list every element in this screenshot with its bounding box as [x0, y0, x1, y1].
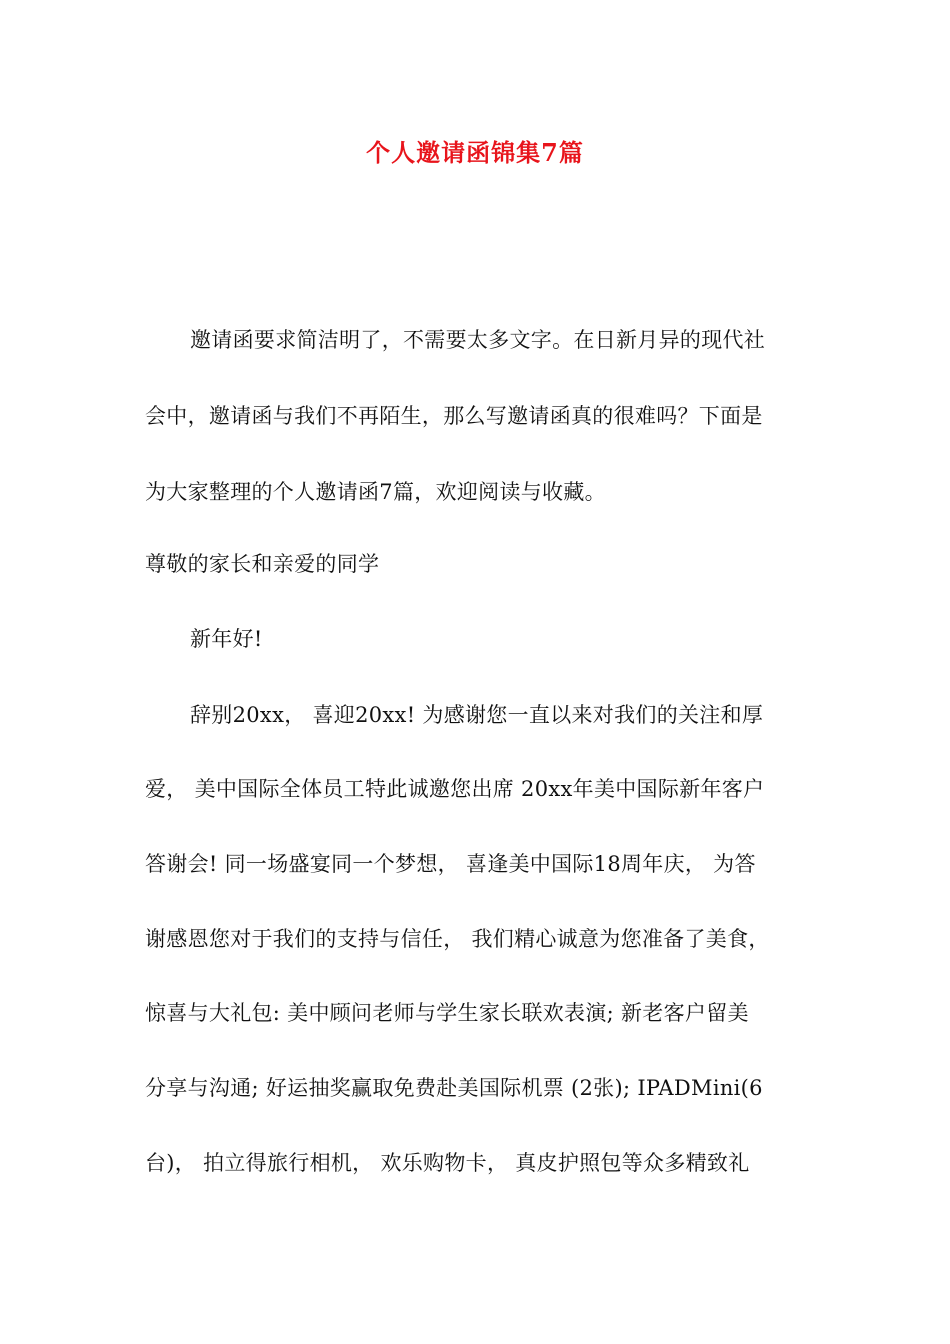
body-line-2: 爱， 美中国际全体员工特此诚邀您出席 20xx年美中国际新年客户	[145, 777, 765, 801]
body-line-5: 惊喜与大礼包: 美中顾问老师与学生家长联欢表演; 新老客户留美	[145, 1001, 749, 1025]
paragraph-line-1: 邀请函要求简洁明了，不需要太多文字。在日新月异的现代社	[190, 328, 766, 352]
body-line-6: 分享与沟通; 好运抽奖赢取免费赴美国际机票 (2张); IPADMini(6	[145, 1076, 763, 1100]
paragraph-line-3: 为大家整理的个人邀请函7篇，欢迎阅读与收藏。	[145, 480, 606, 504]
greeting: 新年好!	[190, 627, 263, 651]
document-title: 个人邀请函锦集7篇	[366, 138, 584, 167]
body-line-4: 谢感恩您对于我们的支持与信任， 我们精心诚意为您准备了美食，	[145, 927, 770, 951]
salutation: 尊敬的家长和亲爱的同学	[145, 552, 380, 576]
body-line-1: 辞别20xx， 喜迎20xx! 为感谢您一直以来对我们的关注和厚	[190, 703, 764, 727]
body-line-3: 答谢会! 同一场盛宴同一个梦想， 喜逢美中国际18周年庆， 为答	[145, 852, 756, 876]
paragraph-line-2: 会中，邀请函与我们不再陌生，那么写邀请函真的很难吗？下面是	[145, 404, 763, 428]
body-line-7: 台)， 拍立得旅行相机， 欢乐购物卡， 真皮护照包等众多精致礼	[145, 1151, 750, 1175]
